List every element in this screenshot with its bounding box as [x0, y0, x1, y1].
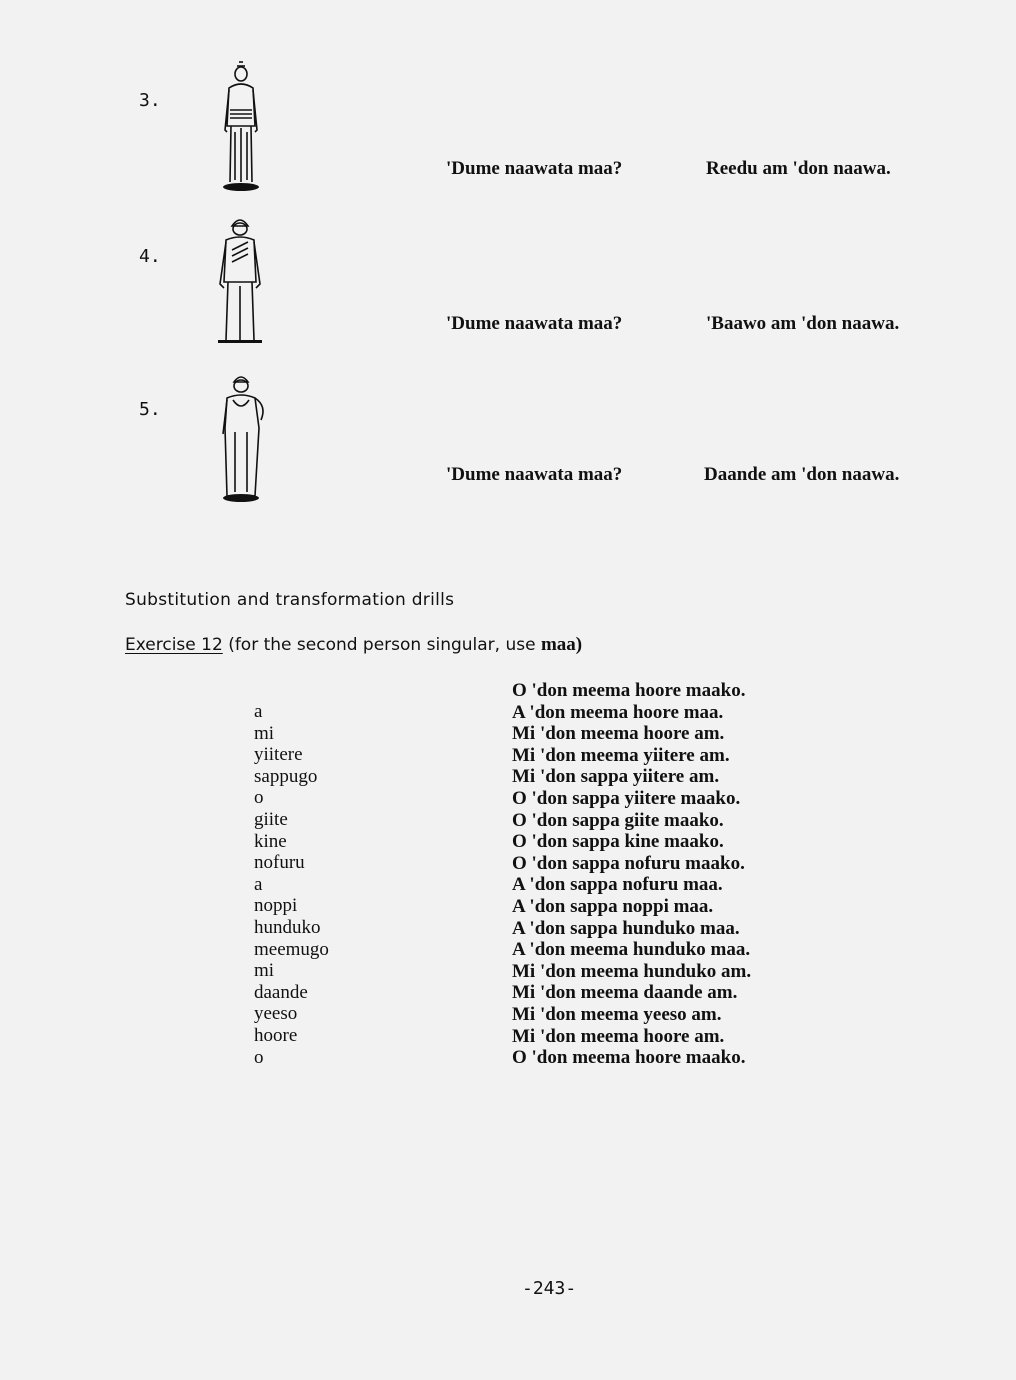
cue-item: hunduko: [254, 916, 321, 938]
response-item: O 'don sappa kine maako.: [512, 831, 724, 853]
response-item: A 'don sappa hunduko maa.: [512, 917, 740, 939]
item-number: 5.: [139, 399, 161, 420]
man-figure-icon: [212, 212, 268, 347]
response-item: O 'don sappa giite maako.: [512, 809, 724, 831]
response-item: Mi 'don meema daande am.: [512, 982, 738, 1004]
answer-text: 'Baawo am 'don naawa.: [706, 313, 900, 334]
response-item: O 'don meema hoore maako.: [512, 680, 746, 701]
page-number: -243-: [522, 1278, 577, 1299]
response-item: O 'don sappa yiitere maako.: [512, 787, 741, 809]
question-text: 'Dume naawata maa?: [446, 464, 623, 485]
question-text: 'Dume naawata maa?: [446, 158, 623, 179]
cue-item: yiitere: [254, 744, 303, 766]
cue-item: meemugo: [254, 938, 329, 960]
response-item: A 'don sappa nofuru maa.: [512, 874, 723, 896]
answer-text: Reedu am 'don naawa.: [706, 158, 891, 179]
man-figure-icon: [215, 60, 267, 195]
cue-list: [254, 701, 329, 1068]
response-item: Mi 'don meema hunduko am.: [512, 960, 752, 982]
cue-item: nofuru: [254, 852, 305, 874]
response-item: Mi 'don sappa yiitere am.: [512, 766, 720, 788]
cue-item: a: [254, 873, 263, 895]
exercise-note: (for the second person singular, use: [228, 635, 536, 655]
cue-item: o: [254, 787, 264, 809]
response-item: O 'don meema hoore maako.: [512, 1047, 746, 1069]
cue-item: noppi: [254, 895, 298, 917]
item-number: 3.: [139, 90, 161, 111]
cue-item: o: [254, 1046, 264, 1068]
cue-item: hoore: [254, 1024, 298, 1046]
cue-item: mi: [254, 722, 275, 744]
response-item: Mi 'don meema yiitere am.: [512, 744, 730, 766]
exercise-title-line: [125, 634, 582, 656]
response-item: Mi 'don meema hoore am.: [512, 723, 725, 745]
man-figure-icon: [215, 372, 270, 504]
cue-item: yeeso: [254, 1003, 298, 1025]
response-item: A 'don meema hoore maa.: [512, 701, 724, 723]
cue-item: kine: [254, 830, 287, 852]
cue-item: giite: [254, 808, 288, 830]
response-item: A 'don sappa noppi maa.: [512, 895, 714, 917]
response-item: Mi 'don meema hoore am.: [512, 1025, 725, 1047]
exercise-note-word: maa): [540, 634, 583, 655]
response-item: O 'don sappa nofuru maako.: [512, 852, 745, 874]
item-number: 4.: [139, 246, 161, 267]
cue-item: a: [254, 701, 263, 722]
section-heading: Substitution and transformation drills: [125, 590, 455, 610]
cue-item: daande: [254, 981, 308, 1003]
response-item: Mi 'don meema yeeso am.: [512, 1003, 722, 1025]
response-list: [512, 680, 751, 1069]
question-text: 'Dume naawata maa?: [446, 313, 623, 334]
answer-text: Daande am 'don naawa.: [704, 464, 900, 485]
cue-item: sappugo: [254, 765, 318, 787]
response-item: A 'don meema hunduko maa.: [512, 939, 751, 961]
exercise-label: Exercise 12: [125, 635, 223, 655]
cue-item: mi: [254, 960, 275, 982]
